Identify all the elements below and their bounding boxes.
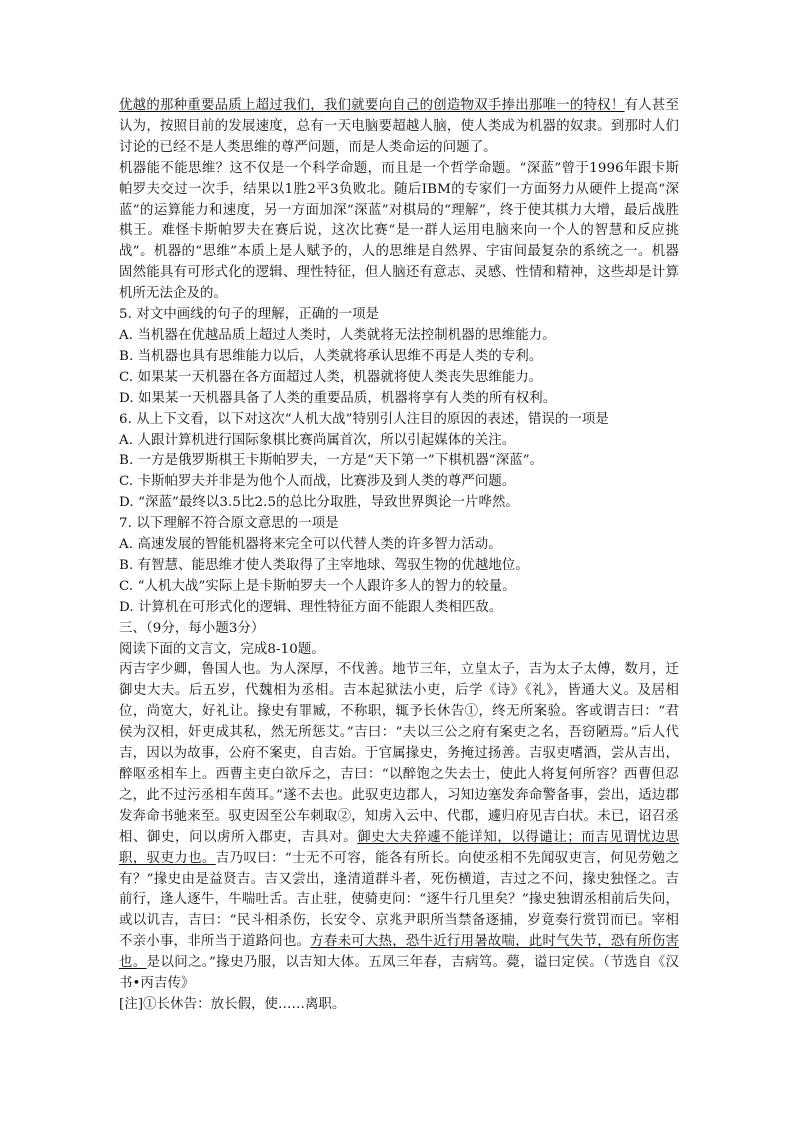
footnote: [注]①长休告：放长假，使……离职。: [119, 996, 346, 1012]
question-5-stem: 5. 对文中画线的句子的理解，正确的一项是: [119, 307, 380, 323]
underlined-sentence: 御史大夫猝遽不能详知，以得谴让；而吉见谓忧边思职，驭吏力也。: [119, 829, 679, 866]
paragraph-text: 机器能不能思维？这不仅是一个科学命题，而且是一个哲学命题。“深蓝”曾于1996年跟卡斯帕罗夫交过一次手，结果以1胜2平3负败北。随后IBM的专家们一方面努力从硬件上提高“深蓝”的运算能力和速度，另一方面加深“深蓝”对棋局的“理解”，终于使其棋力大增，最后战胜棋王。难怪卡斯帕罗夫在赛后说，这次比赛“是一群人运用电脑来向一个人的智慧和反应挑战”。机器的“思维”本质上是人赋予的，人的思维是自然界、宇宙间最复杂的系统之一。机器固然能具有可形式化的逻辑、理性特征，但人脑还有意志、灵感、性情和精神，这些却是计算机所无法企及的。: [119, 160, 679, 302]
question-5-option-b: B. 当机器也具有思维能力以后，人类就将承认思维不再是人类的专利。: [119, 348, 543, 364]
question-5-option-a: A. 当机器在优越品质上超过人类时，人类就将无法控制机器的思维能力。: [119, 327, 556, 343]
underlined-sentence: 优越的那种重要品质上超过我们，我们就要向自己的创造物双手捧出那唯一的特权！: [119, 98, 625, 113]
question-7-option-a: A. 高速发展的智能机器将来完全可以代替人类的许多智力活动。: [119, 537, 502, 553]
question-5-option-c: C. 如果某一天机器在各方面超过人类，机器就将使人类丧失思维能力。: [119, 369, 543, 385]
question-6-option-a: A. 人跟计算机进行国际象棋比赛尚属首次，所以引起媒体的关注。: [119, 432, 516, 448]
passage-paragraph-1: [119, 96, 679, 159]
question-7-option-d: D. 计算机在可形式化的逻辑、理性特征方面不能跟人类相匹敌。: [119, 599, 503, 615]
question-6-option-d: D. “深蓝”最终以3.5比2.5的总比分取胜，导致世界舆论一片哗然。: [119, 495, 519, 511]
classical-passage: [119, 660, 679, 995]
section-instruction: 阅读下面的文言文，完成8-10题。: [119, 641, 325, 657]
document-page: [119, 96, 679, 1016]
passage-text: 吉乃叹曰：“士无不可容，能各有所长。向使丞相不先闻驭吏言，何见劳勉之有？”掾史由是益贤吉。吉又尝出，逢清道群斗者，死伤横道，吉过之不问，掾史独怪之。吉前行，逢人逐牛，牛喘吐舌。吉止驻，使骑吏问：“逐牛行几里矣？”掾史独谓丞相前后失问，或以讥吉，吉曰：“民斗相杀伤，长安令、京兆尹职所当禁备逐捕，岁竟奏行赏罚而已。宰相不亲小事，非所当于道路问也。: [119, 850, 680, 950]
question-6-option-b: B. 一方是俄罗斯棋王卡斯帕罗夫，一方是“天下第一”下棋机器“深蓝”。: [119, 453, 544, 469]
passage-paragraph-2: [119, 159, 679, 305]
paragraph-text: 有人甚至认为，按照目前的发展速度，总有一天电脑要超越人脑，使人类成为机器的奴隶。到那时人们讨论的已经不是人类思维的尊严问题，而是人类命运的问题了。: [119, 98, 679, 155]
question-6-option-c: C. 卡斯帕罗夫并非是为他个人而战，比赛涉及到人类的尊严问题。: [119, 474, 516, 490]
passage-text: 丙吉字少卿，鲁国人也。为人深厚，不伐善。地节三年，立皇太子，吉为太子太傅，数月，迁御史大夫。后五岁，代魏相为丞相。吉本起狱法小吏，后学《诗》《礼》，皆通大义。及居相位，尚宽大，好礼让。掾史有罪臧，不称职，辄予长休告①，终无所案验。客或谓吉曰：“君侯为汉相，奸吏成其私，然无所惩艾。”吉曰：“夫以三公之府有案吏之名，吾窃陋焉。”后人代吉，因以为故事，公府不案吏，自吉始。于官属掾史，务掩过扬善。吉驭吏嗜酒，尝从吉出，醉呕丞相车上。西曹主吏白欲斥之，吉曰：“以醉饱之失去士，使此人将复何所容？西曹但忍之，此不过污丞相车茵耳。”遂不去也。此驭吏边郡人，习知边塞发奔命警备事，尝出，适边郡发奔命书驰来至。驭吏因至公车刺取②，知虏入云中、代郡，遽归府见吉白状。未已，诏召丞相、御史，问以虏所入郡吏，吉具对。: [119, 662, 679, 845]
question-7-option-c: C. “人机大战”实际上是卡斯帕罗夫一个人跟许多人的智力的较量。: [119, 578, 516, 594]
section-heading: 三、（9分，每小题3分）: [119, 620, 265, 636]
question-7-stem: 7. 以下理解不符合原文意思的一项是: [119, 516, 339, 532]
underlined-sentence: 方春未可大热，恐牛近行用暑故喘，此时气失节，恐有所伤害也。: [119, 934, 679, 971]
question-6-stem: 6. 从上下文看，以下对这次“人机大战”特别引人注目的原因的表述，错误的一项是: [119, 411, 609, 427]
question-5-option-d: D. 如果某一天机器具备了人类的重要品质，机器将享有人类的所有权利。: [119, 390, 557, 406]
passage-text: 是以问之。”掾史乃服，以吉知大体。五凤三年春，吉病笃。薨，谥曰定侯。（节选自《汉书•丙吉传》: [119, 955, 679, 992]
question-7-option-b: B. 有智慧、能思维才使人类取得了主宰地球、驾驭生物的优越地位。: [119, 557, 529, 573]
